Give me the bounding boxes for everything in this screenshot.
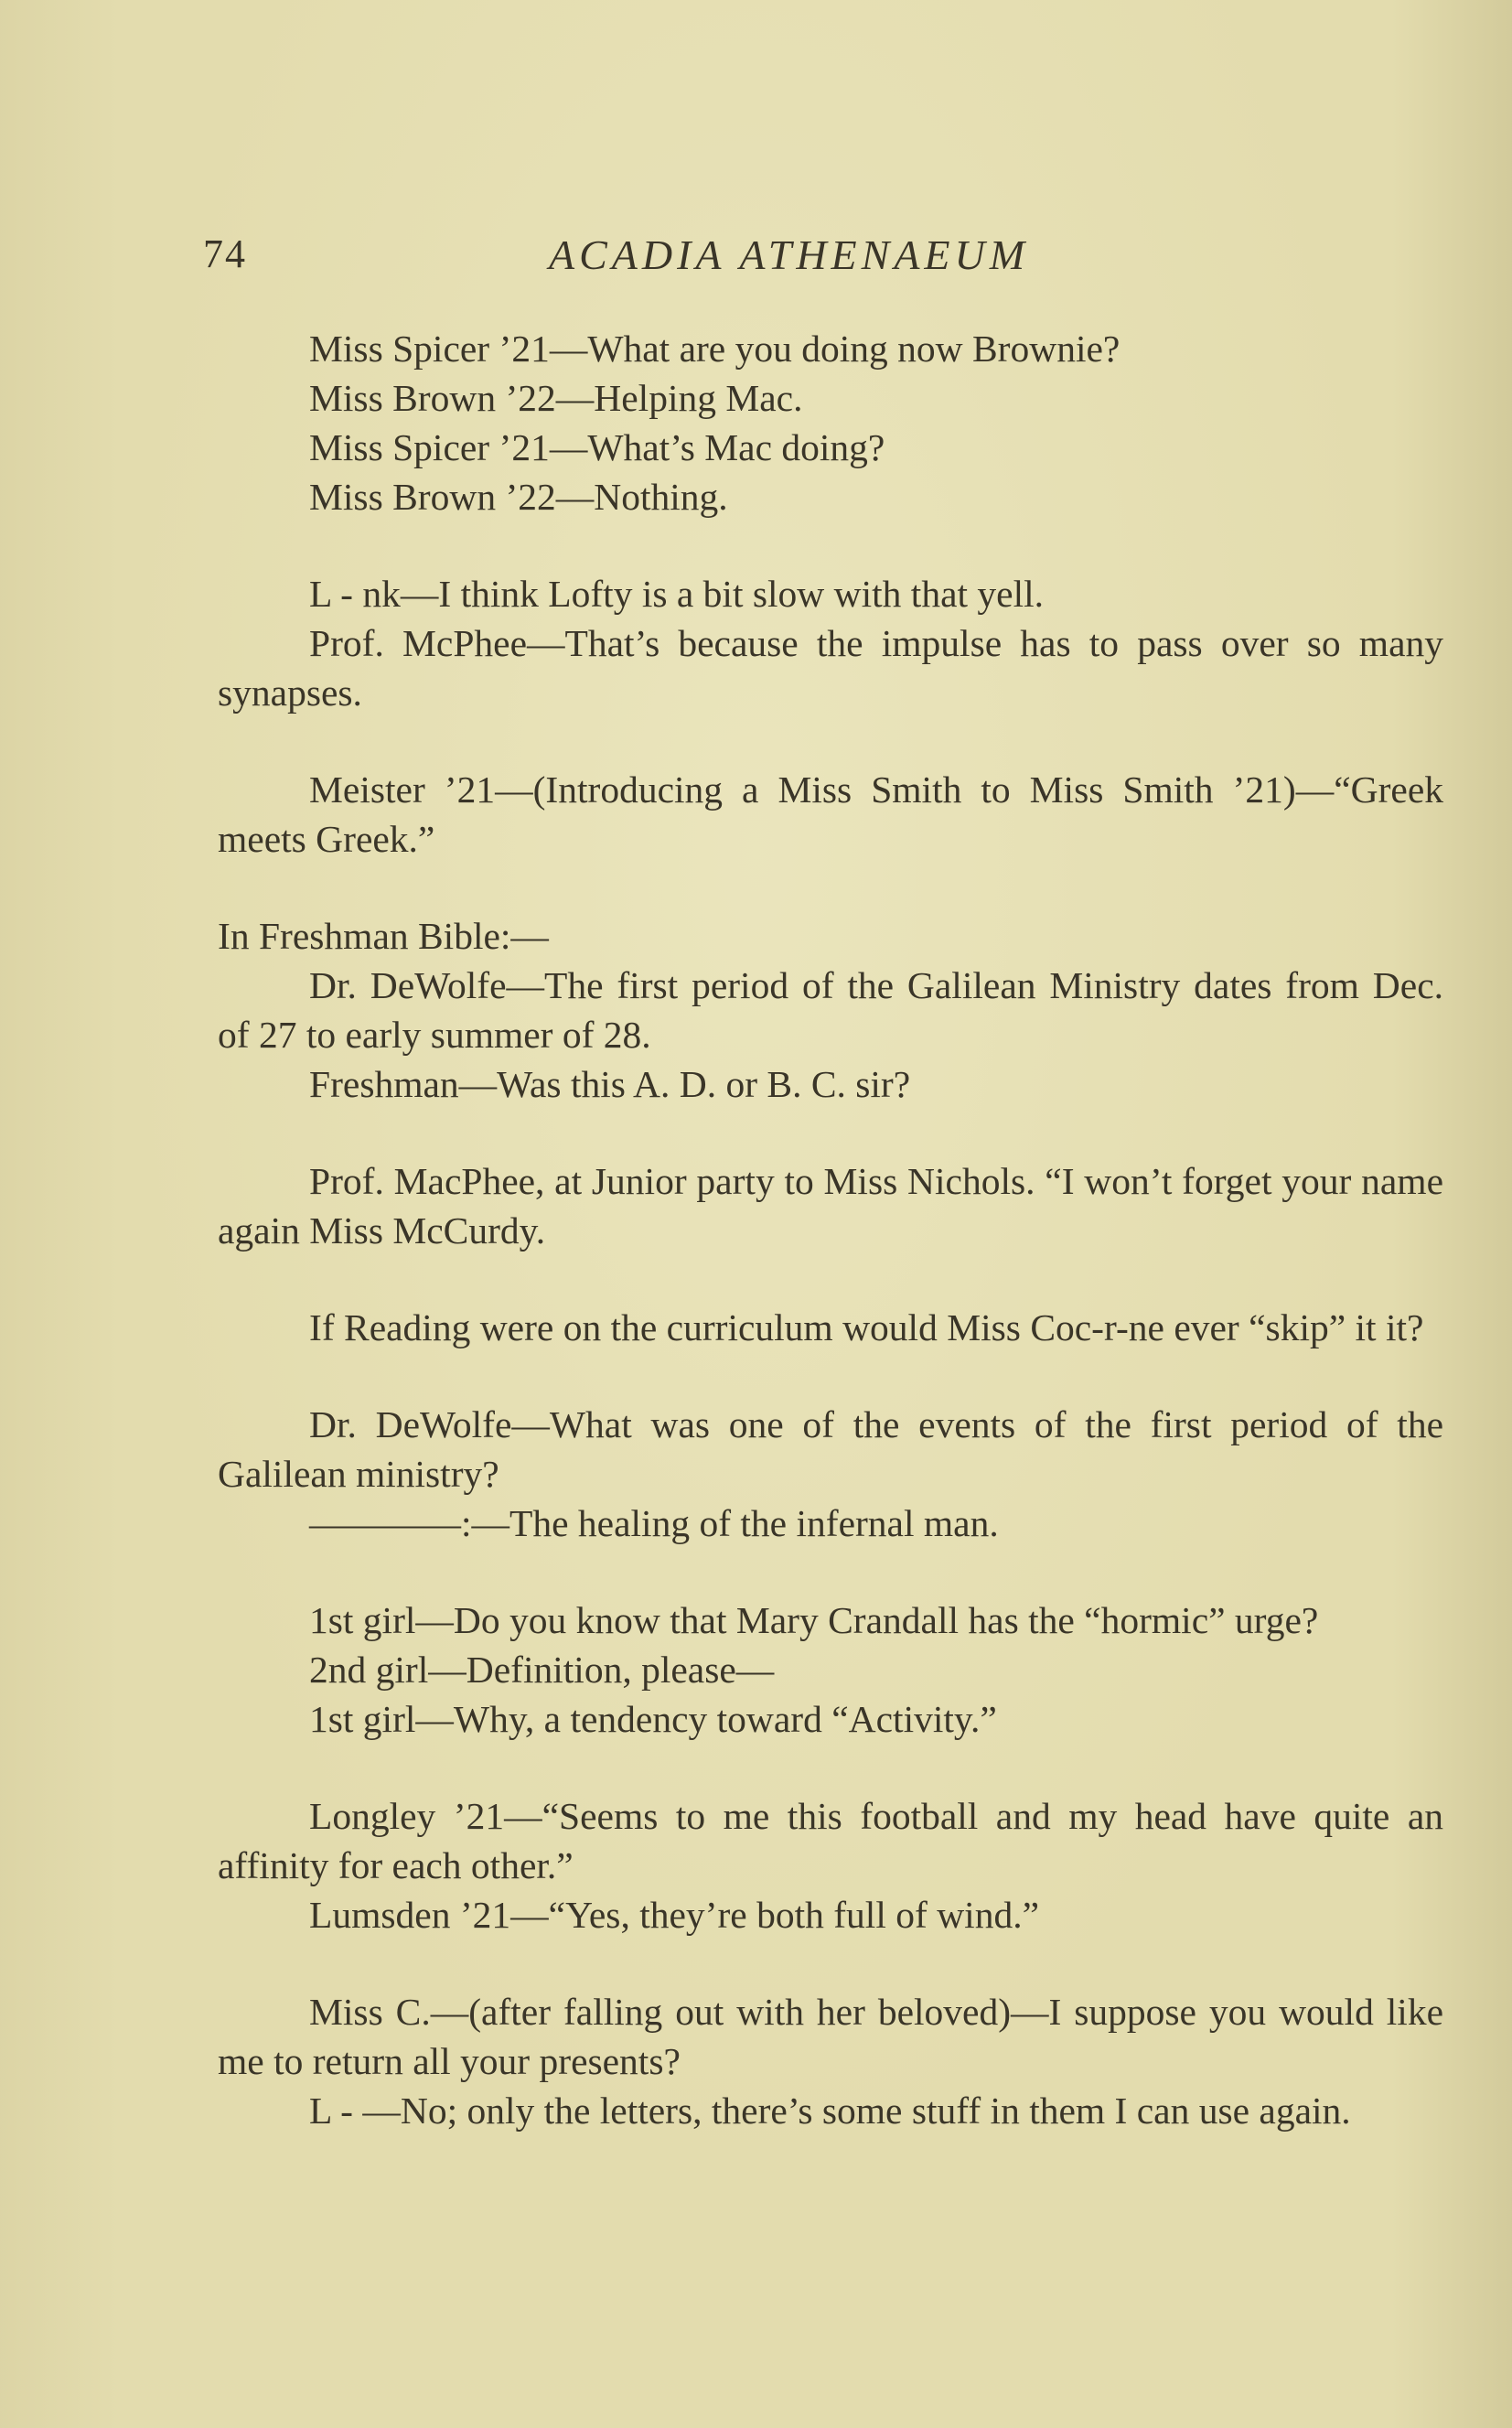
joke-block [218, 1791, 1443, 1939]
paragraph [218, 472, 1443, 521]
text-line: Miss Spicer ’21—What’s Mac doing? [309, 426, 885, 468]
running-title: ACADIA ATHENAEUM [549, 231, 1030, 278]
text-line: 1st girl—Why, a tendency toward “Activity.” [309, 1698, 997, 1740]
joke-block [218, 324, 1443, 521]
paragraph: Meister ’21—(Introducing a Miss Smith to Miss Smith ’21)—“Greek meets Greek.” [218, 768, 1443, 860]
joke-block [218, 1595, 1443, 1744]
text-line: ————:—The healing of the infernal man. [309, 1502, 999, 1544]
joke-block [218, 1303, 1443, 1352]
paragraph [218, 1645, 1443, 1694]
paragraph: Miss C.—(after falling out with her beloved)—I suppose you would like me to return all your presents? [218, 1991, 1443, 2082]
text-line: L - nk—I think Lofty is a bit slow with that yell. [309, 573, 1045, 615]
paragraph: Longley ’21—“Seems to me this football and my head have quite an affinity for each other.” [218, 1795, 1443, 1886]
text-line: Miss Brown ’22—Nothing. [309, 476, 728, 518]
joke-block [218, 1400, 1443, 1548]
paragraph: In Freshman Bible:— [218, 915, 549, 957]
paragraph: Prof. MacPhee, at Junior party to Miss Nichols. “I won’t forget your name again Miss McCurdy. [218, 1160, 1443, 1252]
paragraph: Dr. DeWolfe—What was one of the events of the first period of the Galilean ministry? [218, 1403, 1443, 1495]
page-number: 74 [203, 231, 247, 276]
paragraph [218, 324, 1443, 373]
text-line: Freshman—Was this A. D. or B. C. sir? [309, 1063, 911, 1105]
joke-block [218, 569, 1443, 717]
text-line: Miss Brown ’22—Helping Mac. [309, 377, 803, 419]
joke-block [218, 1156, 1443, 1255]
paragraph [218, 1059, 1443, 1109]
joke-block [218, 911, 1443, 1109]
paragraph [218, 423, 1443, 472]
paragraph [218, 1694, 1443, 1744]
page-header [203, 231, 1301, 285]
paragraph [218, 373, 1443, 423]
joke-block [218, 1987, 1443, 2135]
text-line: 2nd girl—Definition, please— [309, 1649, 775, 1691]
paragraph: Prof. McPhee—That’s because the impulse has to pass over so many synapses. [218, 622, 1443, 714]
paragraph: Dr. DeWolfe—The first period of the Galilean Ministry dates from Dec. of 27 to early summer of 28. [218, 964, 1443, 1056]
text-line: Lumsden ’21—“Yes, they’re both full of wind.” [309, 1894, 1039, 1936]
paragraph: 1st girl—Do you know that Mary Crandall has the “hormic” urge? [309, 1599, 1319, 1641]
paragraph [218, 1499, 1443, 1548]
paragraph: If Reading were on the curriculum would Miss Coc-r-ne ever “skip” it it? [309, 1306, 1424, 1348]
paragraph [218, 1890, 1443, 1939]
paragraph [218, 569, 1443, 618]
text-line: Miss Spicer ’21—What are you doing now Brownie? [309, 328, 1121, 370]
paragraph: L - —No; only the letters, there’s some stuff in them I can use again. [309, 2090, 1351, 2132]
page-content [218, 324, 1443, 2183]
joke-block [218, 765, 1443, 864]
